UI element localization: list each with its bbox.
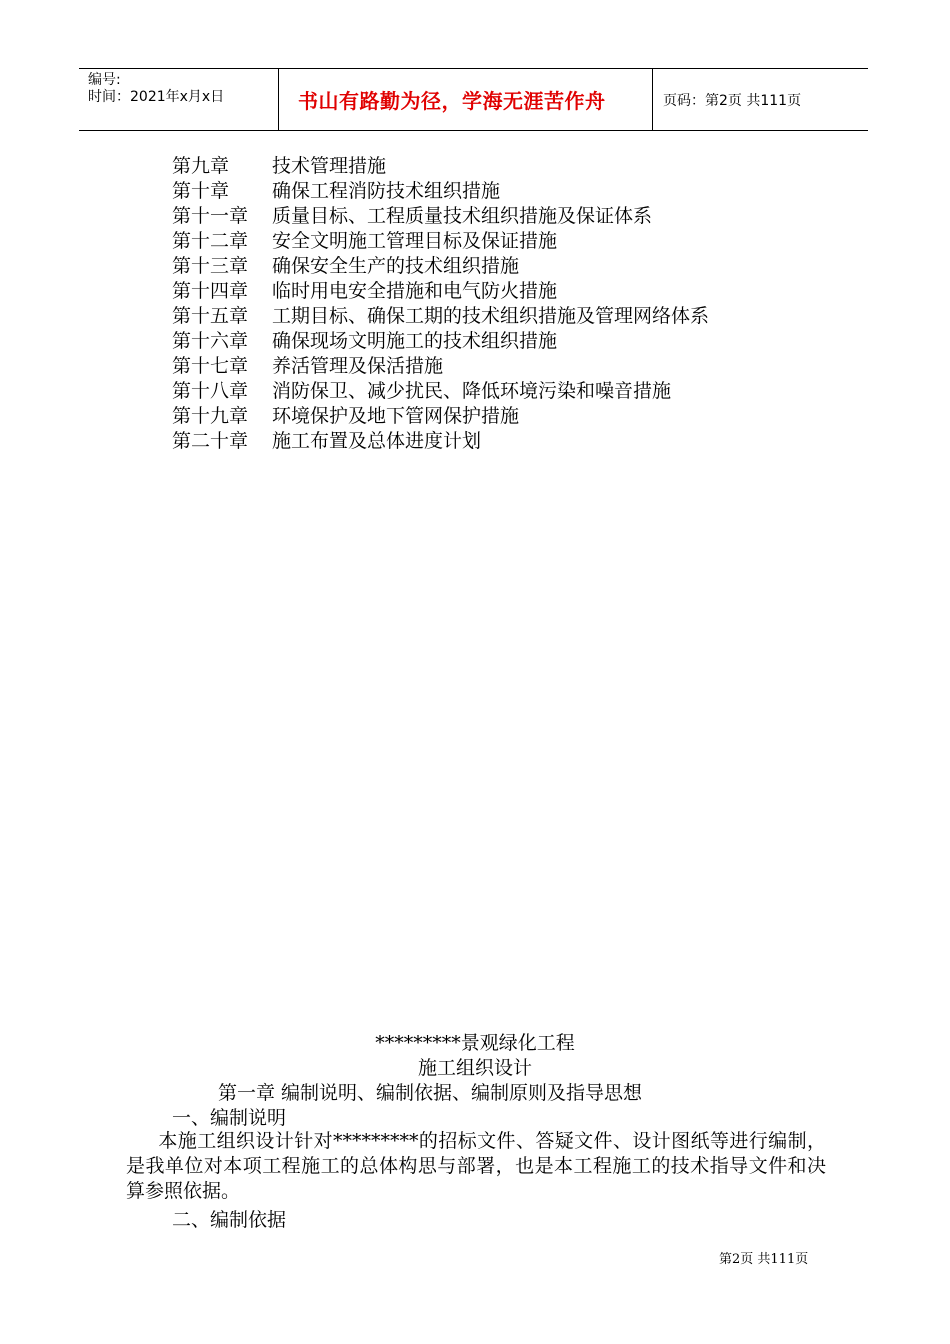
document-id-label: 编号: <box>88 72 121 88</box>
toc-chapter-number: 第十三章 <box>172 255 249 277</box>
toc-chapter-number: 第十九章 <box>172 405 249 427</box>
toc-chapter-title: 质量目标、工程质量技术组织措施及保证体系 <box>272 205 653 227</box>
toc-chapter-title: 施工布置及总体进度计划 <box>272 430 482 452</box>
toc-item <box>172 279 709 304</box>
toc-chapter-number: 第十四章 <box>172 280 249 302</box>
section-heading: 二、编制依据 <box>172 1209 287 1231</box>
toc-chapter-number: 第十七章 <box>172 355 249 377</box>
toc-item <box>172 254 709 279</box>
document-subtitle: 施工组织设计 <box>417 1057 532 1079</box>
toc-item <box>172 354 709 379</box>
toc-item <box>172 229 709 254</box>
page-header <box>79 68 868 131</box>
toc-item <box>172 429 709 454</box>
toc-item <box>172 204 709 229</box>
toc-chapter-title: 确保安全生产的技术组织措施 <box>272 255 520 277</box>
paragraph-text: 本施工组织设计针对*********的招标文件、答疑文件、设计图纸等进行编制，是我单位对本项工程施工的总体构思与部署，也是本工程施工的技术指导文件和决算参照依据。 <box>126 1130 826 1202</box>
toc-chapter-title: 消防保卫、减少扰民、降低环境污染和噪音措施 <box>272 380 672 402</box>
body-paragraph <box>126 1129 826 1204</box>
toc-chapter-title: 确保现场文明施工的技术组织措施 <box>272 330 558 352</box>
toc-chapter-number: 第九章 <box>172 155 230 177</box>
toc-chapter-title: 临时用电安全措施和电气防火措施 <box>272 280 558 302</box>
toc-chapter-number: 第十章 <box>172 180 230 202</box>
toc-chapter-title: 安全文明施工管理目标及保证措施 <box>272 230 558 252</box>
toc-item <box>172 404 709 429</box>
section-heading: 一、编制说明 <box>172 1107 287 1129</box>
header-meta <box>79 69 279 130</box>
toc-chapter-number: 第二十章 <box>172 430 249 452</box>
toc-item <box>172 154 709 179</box>
toc-item <box>172 179 709 204</box>
toc-chapter-title: 工期目标、确保工期的技术组织措施及管理网络体系 <box>272 305 710 327</box>
toc-chapter-title: 技术管理措施 <box>272 155 387 177</box>
toc-chapter-number: 第十一章 <box>172 205 249 227</box>
toc-item <box>172 379 709 404</box>
toc-chapter-number: 第十六章 <box>172 330 249 352</box>
toc-chapter-title: 确保工程消防技术组织措施 <box>272 180 501 202</box>
toc-chapter-number: 第十八章 <box>172 380 249 402</box>
toc-chapter-title: 环境保护及地下管网保护措施 <box>272 405 520 427</box>
page-footer: 第2页 共111页 <box>719 1252 809 1267</box>
document-time-label: 时间：2021年x月x日 <box>88 89 225 105</box>
header-motto: 书山有路勤为径，学海无涯苦作舟 <box>279 69 653 130</box>
toc-chapter-number: 第十二章 <box>172 230 249 252</box>
table-of-contents <box>172 154 709 454</box>
toc-item <box>172 304 709 329</box>
toc-chapter-title: 养活管理及保活措施 <box>272 355 444 377</box>
document-title: *********景观绿化工程 <box>375 1032 575 1054</box>
chapter-heading: 第一章 编制说明、编制依据、编制原则及指导思想 <box>218 1082 643 1104</box>
toc-chapter-number: 第十五章 <box>172 305 249 327</box>
toc-item <box>172 329 709 354</box>
header-page-number: 页码：第2页 共111页 <box>663 92 802 109</box>
